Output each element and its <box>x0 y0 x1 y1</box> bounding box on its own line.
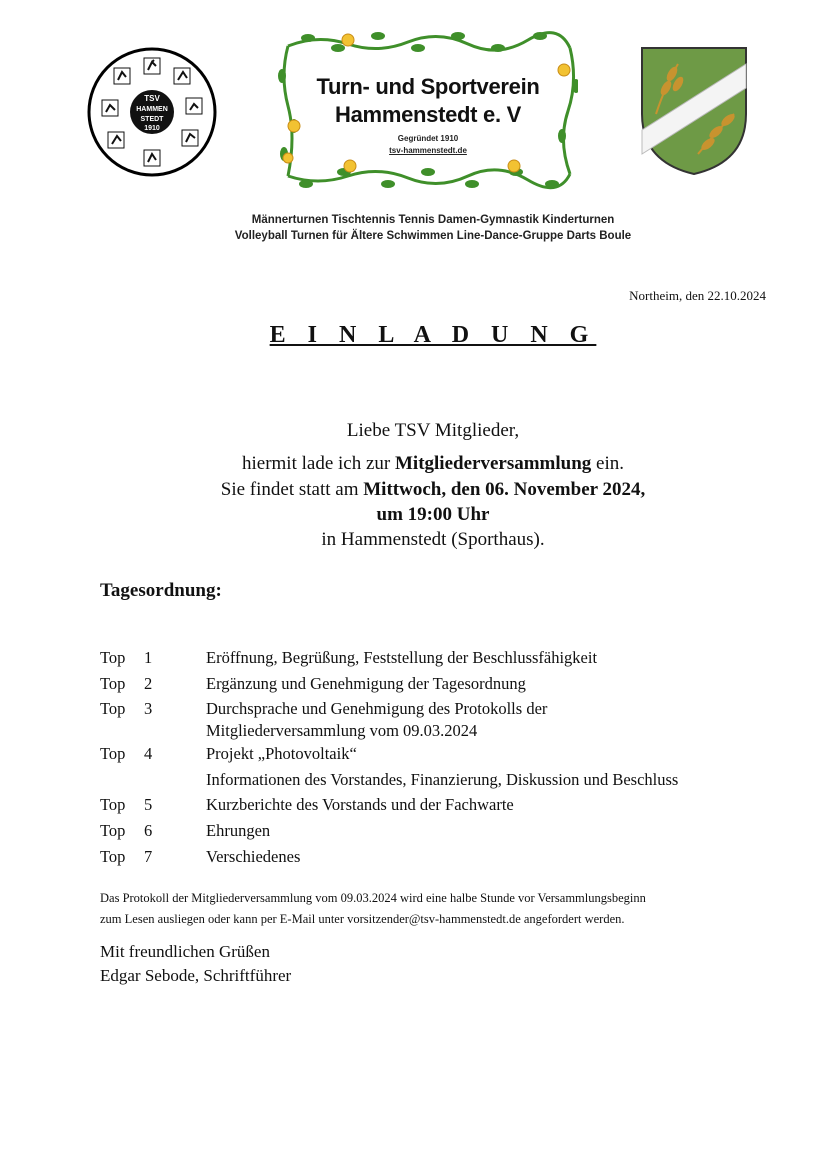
closing-regards: Mit freundlichen Grüßen <box>100 942 270 961</box>
coat-of-arms <box>638 44 750 178</box>
document-title: E I N L A D U N G <box>269 322 597 348</box>
invitation-line2: Sie findet statt am Mittwoch, den 06. November 2024, <box>220 479 646 500</box>
invitation-location: in Hammenstedt (Sporthaus). <box>321 529 545 550</box>
agenda-heading: Tagesordnung: <box>100 580 222 601</box>
club-name-line2: Hammenstedt e. V <box>335 102 521 127</box>
club-name-line1: Turn- und Sportverein <box>316 74 540 99</box>
protocol-note-line2: zum Lesen ausliegen oder kann per E-Mail unter vorsitzender@tsv-hammenstedt.de angefordert werden. <box>100 912 625 926</box>
website-text: tsv-hammenstedt.de <box>389 146 467 155</box>
svg-text:STEDT: STEDT <box>140 116 164 123</box>
club-logo-text: TSV <box>144 94 160 103</box>
invitation-line1: hiermit lade ich zur Mitgliederversammlung ein. <box>241 453 624 474</box>
founded-text: Gegründet 1910 <box>397 134 459 143</box>
date-line: Northeim, den 22.10.2024 <box>629 288 766 303</box>
protocol-note <box>100 888 780 930</box>
closing-signer: Edgar Sebode, Schriftführer <box>100 966 292 985</box>
greeting: Liebe TSV Mitglieder, <box>346 420 520 441</box>
invitation-time: um 19:00 Uhr <box>376 504 490 525</box>
club-name-logo <box>278 26 578 194</box>
protocol-note-line1: Das Protokoll der Mitgliederversammlung vom 09.03.2024 wird eine halbe Stunde vor Versammlungsbeginn <box>100 891 646 905</box>
sports-list-line1: Männerturnen Tischtennis Tennis Damen-Gymnastik Kinderturnen <box>251 214 615 226</box>
svg-text:1910: 1910 <box>144 125 160 132</box>
closing <box>100 940 291 988</box>
club-logo <box>86 46 218 178</box>
svg-text:HAMMEN: HAMMEN <box>136 106 168 113</box>
sports-list-line2: Volleyball Turnen für Ältere Schwimmen Line-Dance-Gruppe Darts Boule <box>234 230 632 242</box>
